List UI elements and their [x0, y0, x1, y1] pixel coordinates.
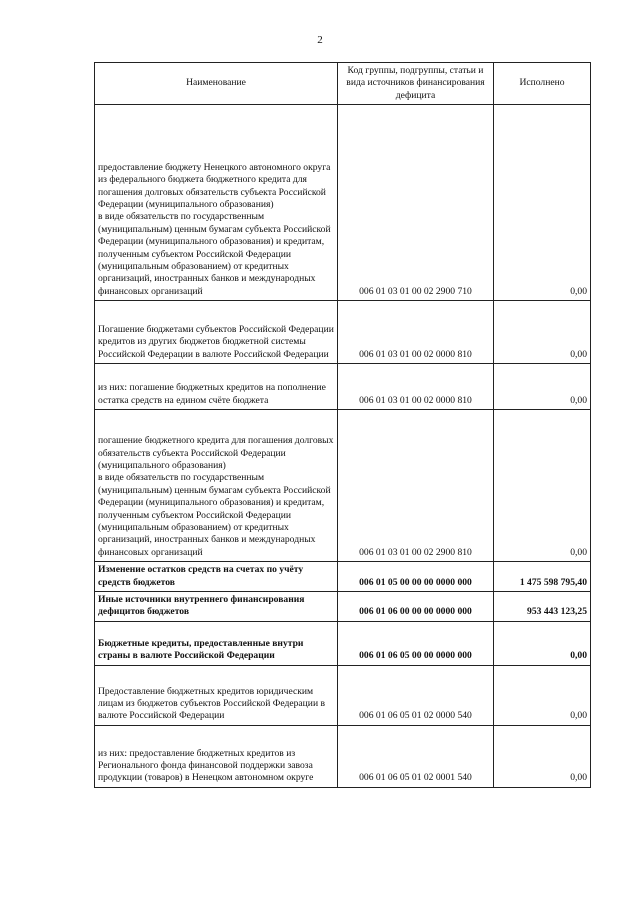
table-row: [95, 592, 591, 622]
row-value-cell: 0,00: [494, 301, 591, 364]
row-name-cell: Погашение бюджетами субъектов Российской Федерации кредитов из других бюджетов бюджетной системы Российской Федерации в валюте Российской Федерации: [95, 301, 338, 364]
row-value-cell: 0,00: [494, 364, 591, 410]
row-code-cell: 006 01 05 00 00 00 0000 000: [338, 562, 494, 592]
row-code-cell: 006 01 03 01 00 02 0000 810: [338, 301, 494, 364]
row-name-cell: Предоставление бюджетных кредитов юридическим лицам из бюджетов субъектов Российской Федерации в валюте Российской Федерации: [95, 665, 338, 725]
sources-financing-table: [94, 62, 591, 788]
row-value-cell: 0,00: [494, 105, 591, 301]
column-header-value: Исполнено: [494, 63, 591, 105]
table-row: [95, 562, 591, 592]
table-row: [95, 410, 591, 562]
table-row: [95, 665, 591, 725]
table-row: [95, 301, 591, 364]
row-name-cell: погашение бюджетного кредита для погашения долговых обязательств субъекта Российской Федерации (муниципального образования) в виде обязательств по государственным (муниципальным) ценным бумагам субъекта Российской Федерации (муниципального образования) и кредитам, полученным субъектом Российской Федерации (муниципальным образованием) от кредитных организаций, иностранных банков и международных финансовых организаций: [95, 410, 338, 562]
column-header-code: Код группы, подгруппы, статьи и вида источников финансирования дефицита: [338, 63, 494, 105]
table-row: [95, 725, 591, 787]
page-number: 2: [317, 34, 323, 46]
row-name-cell: Изменение остатков средств на счетах по учёту средств бюджетов: [95, 562, 338, 592]
row-name-cell: Иные источники внутреннего финансирования дефицитов бюджетов: [95, 592, 338, 622]
table-row: [95, 364, 591, 410]
row-name-cell: из них: предоставление бюджетных кредитов из Регионального фонда финансовой поддержки завоза продукции (товаров) в Ненецком автономном округе: [95, 725, 338, 787]
row-value-cell: 0,00: [494, 621, 591, 665]
row-value-cell: 953 443 123,25: [494, 592, 591, 622]
row-code-cell: 006 01 06 00 00 00 0000 000: [338, 592, 494, 622]
column-header-name: Наименование: [95, 63, 338, 105]
row-value-cell: 0,00: [494, 665, 591, 725]
row-code-cell: 006 01 06 05 00 00 0000 000: [338, 621, 494, 665]
row-code-cell: 006 01 06 05 01 02 0000 540: [338, 665, 494, 725]
row-name-cell: Бюджетные кредиты, предоставленные внутри страны в валюте Российской Федерации: [95, 621, 338, 665]
row-value-cell: 0,00: [494, 725, 591, 787]
row-code-cell: 006 01 03 01 00 02 0000 810: [338, 364, 494, 410]
row-code-cell: 006 01 03 01 00 02 2900 810: [338, 410, 494, 562]
row-code-cell: 006 01 06 05 01 02 0001 540: [338, 725, 494, 787]
row-name-cell: из них: погашение бюджетных кредитов на пополнение остатка средств на едином счёте бюджета: [95, 364, 338, 410]
table-header-row: [95, 63, 591, 105]
table-row: [95, 105, 591, 301]
row-code-cell: 006 01 03 01 00 02 2900 710: [338, 105, 494, 301]
table-row: [95, 621, 591, 665]
row-value-cell: 0,00: [494, 410, 591, 562]
row-value-cell: 1 475 598 795,40: [494, 562, 591, 592]
row-name-cell: предоставление бюджету Ненецкого автономного округа из федерального бюджета бюджетного кредита для погашения долговых обязательств субъекта Российской Федерации (муниципального образования) в виде обязательств по государственным (муниципальным) ценным бумагам субъекта Российской Федерации (муниципального образования) и кредитам, полученным субъектом Российской Федерации (муниципальным образованием) от кредитных организаций, иностранных банков и международных финансовых организаций: [95, 105, 338, 301]
